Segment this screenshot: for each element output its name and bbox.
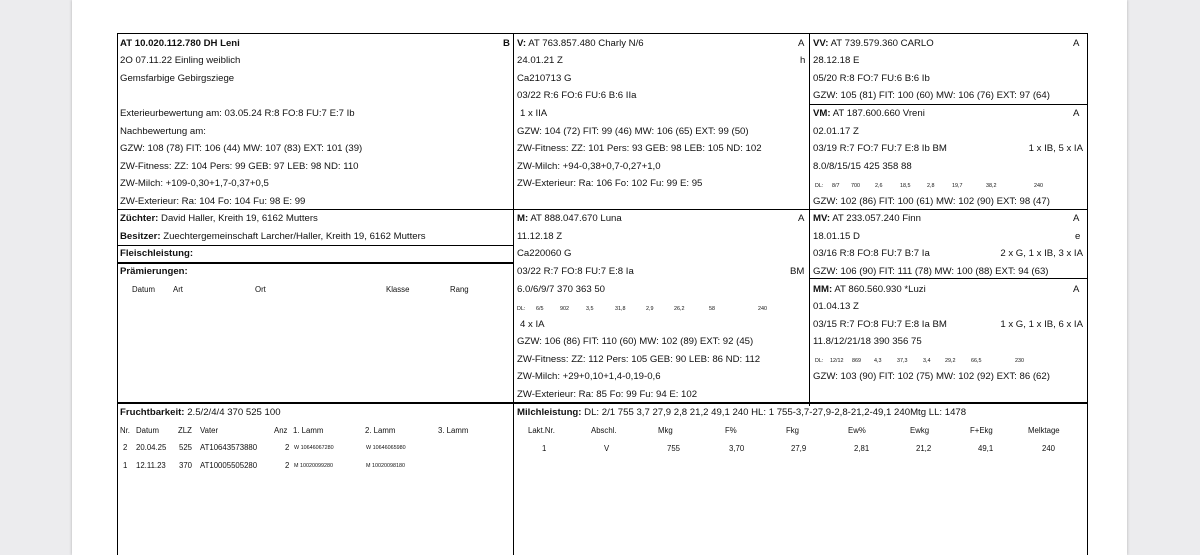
row-divider — [513, 209, 1087, 210]
mm-gzw: GZW: 103 (90) FIT: 102 (75) MW: 102 (92) EXT: 86 (62) — [813, 371, 1050, 382]
vm-dl-value: 700 — [851, 183, 860, 189]
m-flag: A — [798, 213, 805, 224]
m-dl-value: 3,5 — [586, 306, 594, 312]
v-zw-fitness: ZW-Fitness: ZZ: 101 Pers: 93 GEB: 98 LEB: 105 ND: 102 — [517, 143, 762, 154]
vm-label: VM: — [813, 108, 831, 119]
mm-dl-value: 37,3 — [897, 358, 908, 364]
praem-header-ort: Ort — [255, 285, 266, 294]
besitzer-label: Besitzer: — [120, 231, 161, 242]
m-dl-value: 6/5 — [536, 306, 544, 312]
vm-birth: 02.01.17 Z — [813, 126, 859, 137]
frucht-row-nr: 1 — [123, 461, 128, 470]
vm-dl-value: 19,7 — [952, 183, 963, 189]
vm-title — [813, 108, 925, 119]
m-dl-value: 58 — [709, 306, 715, 312]
animal-zw-fitness: ZW-Fitness: ZZ: 104 Pers: 99 GEB: 97 LEB: 98 ND: 110 — [120, 161, 359, 172]
milch-row-ewkg: 21,2 — [916, 444, 932, 453]
praem-header-rang: Rang — [450, 285, 469, 294]
column-divider-right — [809, 34, 810, 406]
milch-header-lakt: Lakt.Nr. — [528, 426, 555, 435]
mv-gzw: GZW: 106 (90) FIT: 111 (78) MW: 100 (88) EXT: 94 (63) — [813, 266, 1049, 277]
milch-header-mkg: Mkg — [658, 426, 673, 435]
m-title — [517, 213, 622, 224]
milch-row-abschl: V — [604, 444, 610, 453]
milch-header-fekg: F+Ekg — [970, 426, 993, 435]
zuechter — [120, 213, 318, 224]
m-dl-value: 26,2 — [674, 306, 685, 312]
mv-birth: 18.01.15 D — [813, 231, 860, 242]
frucht-row-vater: AT10643573880 — [200, 443, 258, 452]
mm-label: MM: — [813, 284, 833, 295]
frucht-row-vater: AT10005505280 — [200, 461, 258, 470]
milch-header-fkg: Fkg — [786, 426, 799, 435]
mm-line2: 03/15 R:7 FO:8 FU:7 E:8 Ia BM — [813, 319, 947, 330]
fruchtbarkeit-value: 2.5/2/4/4 370 525 100 — [187, 407, 281, 418]
animal-flag: B — [503, 38, 510, 49]
v-line4: 1 x IIA — [520, 108, 548, 119]
frucht-header-zlz: ZLZ — [178, 426, 192, 435]
frucht-row-lamm2: W 10646065980 — [366, 445, 406, 451]
mm-birth: 01.04.13 Z — [813, 301, 859, 312]
v-line3: 03/22 R:6 FO:6 FU:6 B:6 IIa — [517, 90, 637, 101]
frucht-row-lamm1: M 10020099280 — [294, 463, 333, 469]
milch-row-ewp: 2,81 — [854, 444, 870, 453]
fruchtbarkeit-label: Fruchtbarkeit: — [120, 407, 185, 418]
v-label: V: — [517, 38, 527, 49]
frucht-row-lamm2: M 10020098180 — [366, 463, 405, 469]
document-page — [72, 0, 1127, 555]
fruchtbarkeit — [120, 407, 281, 418]
milch-value: DL: 2/1 755 3,7 27,9 2,8 21,2 49,1 240 HL: 1 755-3,7-27,9-2,8-21,2-49,1 240Mtg LL: 1478 — [584, 407, 967, 418]
frucht-row-datum: 12.11.23 — [136, 461, 166, 470]
m-dl-label: DL: — [517, 306, 526, 312]
vm-line2: 03/19 R:7 FO:7 FU:7 E:8 Ib BM — [813, 143, 947, 154]
m-dl-value: 2,9 — [646, 306, 654, 312]
frucht-header-lamm1: 1. Lamm — [293, 426, 324, 435]
milch-header-fp: F% — [725, 426, 737, 435]
animal-zw-milch: ZW-Milch: +109-0,30+1,7-0,37+0,5 — [120, 178, 269, 189]
m-line2: Ca220060 G — [517, 248, 572, 259]
mm-dl-value: 230 — [1015, 358, 1024, 364]
animal-exterieur: Exterieurbewertung am: 03.05.24 R:8 FO:8 FU:7 E:7 Ib — [120, 108, 355, 119]
m-birth: 11.12.18 Z — [517, 231, 563, 242]
vv-line2: 05/20 R:8 FO:7 FU:6 B:6 Ib — [813, 73, 930, 84]
milch-row-fekg: 49,1 — [978, 444, 994, 453]
frucht-header-lamm3: 3. Lamm — [438, 426, 469, 435]
mv-birth-flag: e — [1075, 231, 1081, 242]
frucht-header-datum: Datum — [136, 426, 159, 435]
mm-dl-value: 869 — [852, 358, 861, 364]
vm-line3: 8.0/8/15/15 425 358 88 — [813, 161, 912, 172]
vv-gzw: GZW: 105 (81) FIT: 100 (60) MW: 106 (76) EXT: 97 (64) — [813, 90, 1050, 101]
v-title-text: AT 763.857.480 Charly N/6 — [528, 38, 644, 49]
vm-title-text: AT 187.600.660 Vreni — [832, 108, 925, 119]
mv-line2: 03/16 R:8 FO:8 FU:7 B:7 Ia — [813, 248, 930, 259]
frucht-row-zlz: 525 — [179, 443, 193, 452]
vm-dl-value: 18,5 — [900, 183, 911, 189]
row-divider — [118, 245, 513, 246]
vm-dl-value: 38,2 — [986, 183, 997, 189]
frucht-header-nr: Nr. — [120, 426, 130, 435]
milch-header-ewkg: Ewkg — [910, 426, 930, 435]
vm-dl-value: 240 — [1034, 183, 1043, 189]
m-dl-value: 902 — [560, 306, 569, 312]
row-divider — [809, 104, 1087, 105]
milch-row-melktage: 240 — [1042, 444, 1056, 453]
mv-label: MV: — [813, 213, 831, 224]
v-flag: A — [798, 38, 805, 49]
v-line2: Ca210713 G — [517, 73, 572, 84]
mm-flag: A — [1073, 284, 1080, 295]
m-title-text: AT 888.047.670 Luna — [530, 213, 622, 224]
v-title — [517, 38, 644, 49]
vm-line2-right: 1 x IB, 5 x IA — [1028, 143, 1083, 154]
row-divider — [118, 209, 513, 210]
mm-dl-value: 3,4 — [923, 358, 931, 364]
vm-dl-value: 8/7 — [832, 183, 840, 189]
pedigree-sheet — [117, 33, 1088, 555]
vm-dl-value: 2,8 — [927, 183, 935, 189]
vm-dl-value: 2,6 — [875, 183, 883, 189]
animal-breed: Gemsfarbige Gebirgsziege — [120, 73, 235, 84]
milch-header-abschl: Abschl. — [591, 426, 617, 435]
milch-row-fp: 3,70 — [729, 444, 745, 453]
m-zw-milch: ZW-Milch: +29+0,10+1,4-0,19-0,6 — [517, 371, 661, 382]
vv-birth: 28.12.18 E — [813, 55, 860, 66]
row-divider — [118, 262, 513, 264]
animal-nachbewertung: Nachbewertung am: — [120, 126, 206, 137]
praem-header-art: Art — [173, 285, 183, 294]
mv-title-text: AT 233.057.240 Finn — [832, 213, 921, 224]
mv-line2-right: 2 x G, 1 x IB, 3 x IA — [1000, 248, 1083, 259]
frucht-row-lamm1: W 10646067280 — [294, 445, 334, 451]
milch-row-lakt: 1 — [542, 444, 547, 453]
frucht-row-datum: 20.04.25 — [136, 443, 167, 452]
besitzer-value: Zuechtergemeinschaft Larcher/Haller, Kreith 19, 6162 Mutters — [163, 231, 426, 242]
vm-dl-label: DL: — [815, 183, 824, 189]
mm-dl-label: DL: — [815, 358, 824, 364]
fleischleistung: Fleischleistung: — [120, 248, 194, 259]
vv-label: VV: — [813, 38, 829, 49]
mv-title — [813, 213, 921, 224]
animal-birth: 2O 07.11.22 Einling weiblich — [120, 55, 241, 66]
mv-flag: A — [1073, 213, 1080, 224]
m-line3: 03/22 R:7 FO:8 FU:7 E:8 Ia — [517, 266, 634, 277]
vv-title — [813, 38, 934, 49]
milchleistung — [517, 407, 966, 418]
frucht-row-nr: 2 — [123, 443, 128, 452]
mm-dl-value: 12/12 — [830, 358, 844, 364]
frucht-row-anz: 2 — [285, 461, 290, 470]
milch-header-melktage: Melktage — [1028, 426, 1060, 435]
vv-title-text: AT 739.579.360 CARLO — [830, 38, 934, 49]
m-line4: 6.0/6/9/7 370 363 50 — [517, 284, 606, 295]
m-zw-exterieur: ZW-Exterieur: Ra: 85 Fo: 99 Fu: 94 E: 102 — [517, 389, 698, 400]
vv-flag: A — [1073, 38, 1080, 49]
frucht-header-lamm2: 2. Lamm — [365, 426, 396, 435]
milch-label: Milchleistung: — [517, 407, 582, 418]
v-birth-flag: h — [800, 55, 806, 66]
mm-dl-value: 4,3 — [874, 358, 882, 364]
frucht-row-zlz: 370 — [179, 461, 193, 470]
praem-header-klasse: Klasse — [386, 285, 410, 294]
mm-title-text: AT 860.560.930 *Luzi — [834, 284, 926, 295]
frucht-header-anz: Anz — [274, 426, 288, 435]
mm-dl-value: 29,2 — [945, 358, 956, 364]
praem-header-datum: Datum — [132, 285, 155, 294]
milch-header-ewp: Ew% — [848, 426, 866, 435]
v-zw-exterieur: ZW-Exterieur: Ra: 106 Fo: 102 Fu: 99 E: 95 — [517, 178, 703, 189]
mm-dl-value: 66,5 — [971, 358, 982, 364]
m-dl-value: 31,8 — [615, 306, 626, 312]
frucht-row-anz: 2 — [285, 443, 290, 452]
mm-line2-right: 1 x G, 1 x IB, 6 x IA — [1000, 319, 1083, 330]
v-birth: 24.01.21 Z — [517, 55, 563, 66]
m-line5: 4 x IA — [520, 319, 545, 330]
m-gzw: GZW: 106 (86) FIT: 110 (60) MW: 102 (89) EXT: 92 (45) — [517, 336, 754, 347]
mm-line3: 11.8/12/21/18 390 356 75 — [813, 336, 922, 347]
milch-row-fkg: 27,9 — [791, 444, 807, 453]
vm-flag: A — [1073, 108, 1080, 119]
m-label: M: — [517, 213, 529, 224]
mm-title — [813, 284, 926, 295]
m-line3-flag: BM — [790, 266, 805, 277]
animal-zw-exterieur: ZW-Exterieur: Ra: 104 Fo: 104 Fu: 98 E: 99 — [120, 196, 306, 207]
v-gzw: GZW: 104 (72) FIT: 99 (46) MW: 106 (65) EXT: 99 (50) — [517, 126, 749, 137]
m-dl-value: 240 — [758, 306, 767, 312]
vm-gzw: GZW: 102 (86) FIT: 100 (61) MW: 102 (90) EXT: 98 (47) — [813, 196, 1050, 207]
praemierungen: Prämierungen: — [120, 266, 188, 277]
animal-title: AT 10.020.112.780 DH Leni — [120, 38, 240, 49]
animal-gzw: GZW: 108 (78) FIT: 106 (44) MW: 107 (83) EXT: 101 (39) — [120, 143, 363, 154]
v-zw-milch: ZW-Milch: +94-0,38+0,7-0,27+1,0 — [517, 161, 661, 172]
frucht-header-vater: Vater — [200, 426, 219, 435]
zuechter-value: David Haller, Kreith 19, 6162 Mutters — [161, 213, 318, 224]
row-divider — [118, 402, 1087, 404]
row-divider — [809, 278, 1087, 279]
m-zw-fitness: ZW-Fitness: ZZ: 112 Pers: 105 GEB: 90 LEB: 86 ND: 112 — [517, 354, 761, 365]
milch-row-mkg: 755 — [667, 444, 681, 453]
zuechter-label: Züchter: — [120, 213, 159, 224]
besitzer — [120, 231, 426, 242]
column-divider-left — [513, 34, 514, 555]
